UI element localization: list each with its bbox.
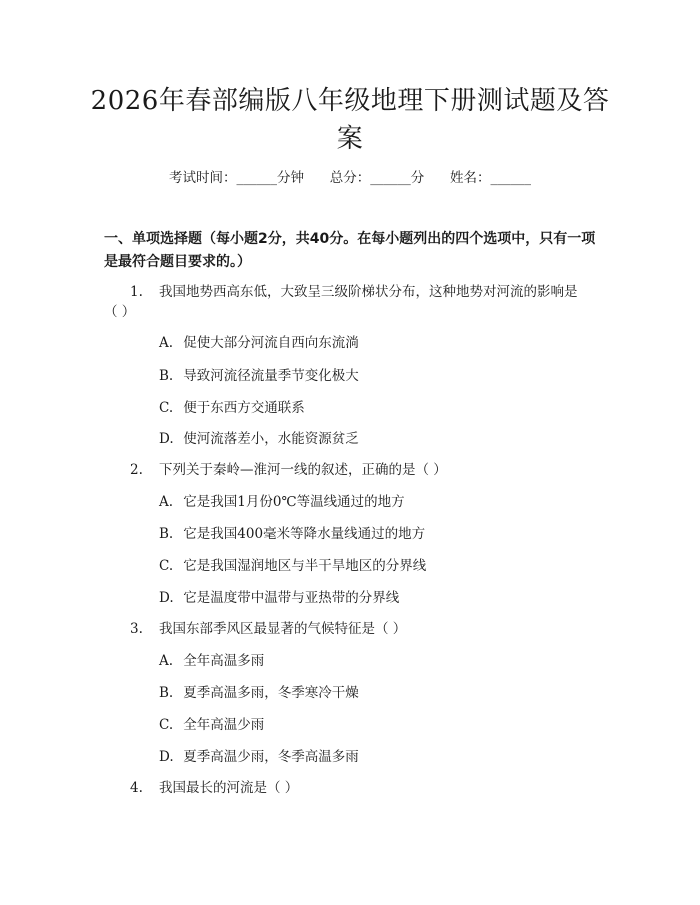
option-letter: B. bbox=[159, 368, 174, 384]
question-number: 1. bbox=[130, 284, 143, 300]
page-title: 2026年春部编版八年级地理下册测试题及答案 bbox=[90, 86, 610, 154]
option-text: 全年高温少雨 bbox=[183, 717, 265, 733]
option-text: 夏季高温少雨，冬季高温多雨 bbox=[183, 749, 359, 765]
option-item bbox=[159, 332, 359, 354]
exam-time: 考试时间：______分钟 bbox=[169, 170, 304, 186]
exam-student-name: 姓名：______ bbox=[450, 170, 531, 186]
question-number: 4. bbox=[130, 780, 143, 796]
section-heading: 一、单项选择题（每小题2分，共40分。在每小题列出的四个选项中，只有一项是最符合题目要求的。） bbox=[104, 231, 596, 270]
option-letter: D. bbox=[159, 749, 174, 765]
exam-total-score: 总分：______分 bbox=[329, 170, 425, 186]
option-letter: A. bbox=[159, 335, 174, 351]
option-letter: A. bbox=[159, 494, 174, 510]
question-text: 下列关于秦岭—淮河一线的叙述，正确的是（ ） bbox=[159, 462, 447, 478]
option-letter: A. bbox=[159, 653, 174, 669]
question-text: 我国地势西高东低，大致呈三级阶梯状分布，这种地势对河流的影响是 bbox=[159, 284, 578, 300]
option-letter: D. bbox=[159, 431, 174, 447]
option-item bbox=[159, 587, 399, 609]
question-text-continued: （ ） bbox=[104, 304, 136, 320]
option-item bbox=[159, 428, 359, 450]
option-item bbox=[159, 491, 405, 513]
option-text: 促使大部分河流自西向东流淌 bbox=[183, 335, 359, 351]
exam-info bbox=[0, 168, 700, 188]
option-text: 它是我国400毫米等降水量线通过的地方 bbox=[183, 526, 426, 542]
option-text: 全年高温多雨 bbox=[183, 653, 265, 669]
option-text: 夏季高温多雨，冬季寒冷干燥 bbox=[183, 685, 359, 701]
option-text: 导致河流径流量季节变化极大 bbox=[183, 368, 359, 384]
question-number: 3. bbox=[130, 621, 143, 637]
question-number: 2. bbox=[130, 462, 143, 478]
option-text: 它是我国湿润地区与半干旱地区的分界线 bbox=[183, 558, 427, 574]
option-item bbox=[159, 746, 359, 768]
question-text: 我国东部季风区最显著的气候特征是（ ） bbox=[159, 621, 407, 637]
option-letter: B. bbox=[159, 685, 174, 701]
option-item bbox=[159, 397, 305, 419]
option-item bbox=[159, 650, 264, 672]
option-letter: D. bbox=[159, 590, 174, 606]
option-letter: B. bbox=[159, 526, 174, 542]
option-text: 便于东西方交通联系 bbox=[183, 400, 305, 416]
option-text: 它是温度带中温带与亚热带的分界线 bbox=[183, 590, 400, 606]
option-text: 使河流落差小，水能资源贫乏 bbox=[183, 431, 359, 447]
option-letter: C. bbox=[159, 400, 174, 416]
option-item bbox=[159, 555, 426, 577]
option-item bbox=[159, 365, 359, 387]
option-letter: C. bbox=[159, 558, 174, 574]
option-item bbox=[159, 714, 264, 736]
question-text: 我国最长的河流是（ ） bbox=[159, 780, 299, 796]
option-text: 它是我国1月份0℃等温线通过的地方 bbox=[183, 494, 405, 510]
option-item bbox=[159, 682, 359, 704]
option-letter: C. bbox=[159, 717, 174, 733]
option-item bbox=[159, 523, 425, 545]
